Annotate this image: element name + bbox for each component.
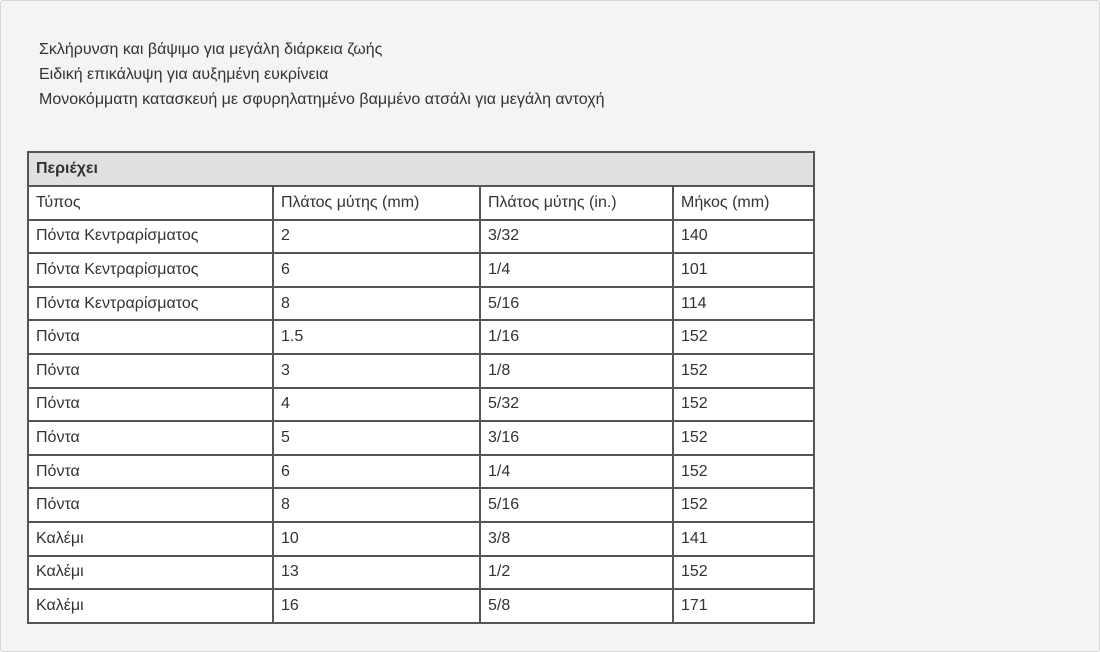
cell-tip-width-in: 5/8 <box>480 589 673 623</box>
cell-tip-width-mm: 8 <box>273 287 480 321</box>
cell-length-mm: 152 <box>673 488 814 522</box>
cell-type: Πόντα Κεντραρίσματος <box>28 253 273 287</box>
column-header-tip-width-mm: Πλάτος μύτης (mm) <box>273 186 480 220</box>
cell-type: Πόντα <box>28 488 273 522</box>
table-row <box>28 589 814 623</box>
cell-tip-width-in: 5/16 <box>480 287 673 321</box>
cell-length-mm: 171 <box>673 589 814 623</box>
feature-list <box>39 37 605 112</box>
cell-tip-width-mm: 5 <box>273 421 480 455</box>
cell-tip-width-mm: 3 <box>273 354 480 388</box>
cell-tip-width-mm: 8 <box>273 488 480 522</box>
cell-length-mm: 152 <box>673 421 814 455</box>
cell-tip-width-mm: 6 <box>273 455 480 489</box>
cell-tip-width-in: 1/8 <box>480 354 673 388</box>
cell-tip-width-in: 1/16 <box>480 320 673 354</box>
cell-type: Πόντα Κεντραρίσματος <box>28 220 273 254</box>
cell-tip-width-in: 5/16 <box>480 488 673 522</box>
table-row <box>28 320 814 354</box>
cell-length-mm: 101 <box>673 253 814 287</box>
cell-tip-width-in: 3/32 <box>480 220 673 254</box>
table-row <box>28 354 814 388</box>
cell-tip-width-in: 1/4 <box>480 253 673 287</box>
cell-length-mm: 152 <box>673 320 814 354</box>
column-header-type: Τύπος <box>28 186 273 220</box>
table-row <box>28 388 814 422</box>
cell-tip-width-in: 3/16 <box>480 421 673 455</box>
cell-tip-width-in: 5/32 <box>480 388 673 422</box>
table-body <box>28 186 814 623</box>
cell-type: Καλέμι <box>28 589 273 623</box>
table-row <box>28 253 814 287</box>
cell-length-mm: 152 <box>673 388 814 422</box>
table-row <box>28 220 814 254</box>
cell-type: Πόντα <box>28 388 273 422</box>
feature-item: Σκλήρυνση και βάψιμο για μεγάλη διάρκεια ζωής <box>39 41 383 58</box>
feature-item: Μονοκόμματη κατασκευή με σφυρηλατημένο βαμμένο ατσάλι για μεγάλη αντοχή <box>39 91 605 108</box>
cell-length-mm: 141 <box>673 522 814 556</box>
cell-length-mm: 152 <box>673 556 814 590</box>
cell-type: Πόντα <box>28 421 273 455</box>
cell-tip-width-mm: 2 <box>273 220 480 254</box>
table-caption-row <box>28 152 814 186</box>
cell-tip-width-mm: 4 <box>273 388 480 422</box>
cell-tip-width-in: 3/8 <box>480 522 673 556</box>
contents-table <box>27 151 815 624</box>
feature-item: Ειδική επικάλυψη για αυξημένη ευκρίνεια <box>39 66 329 83</box>
cell-length-mm: 114 <box>673 287 814 321</box>
cell-type: Πόντα <box>28 320 273 354</box>
cell-tip-width-in: 1/2 <box>480 556 673 590</box>
table-row <box>28 421 814 455</box>
cell-type: Καλέμι <box>28 556 273 590</box>
cell-tip-width-mm: 1.5 <box>273 320 480 354</box>
cell-type: Πόντα Κεντραρίσματος <box>28 287 273 321</box>
cell-type: Καλέμι <box>28 522 273 556</box>
table-caption: Περιέχει <box>28 152 814 186</box>
cell-tip-width-mm: 16 <box>273 589 480 623</box>
cell-type: Πόντα <box>28 455 273 489</box>
cell-length-mm: 152 <box>673 354 814 388</box>
column-header-length-mm: Μήκος (mm) <box>673 186 814 220</box>
cell-length-mm: 140 <box>673 220 814 254</box>
cell-length-mm: 152 <box>673 455 814 489</box>
cell-tip-width-mm: 13 <box>273 556 480 590</box>
table-row <box>28 522 814 556</box>
table-header-row <box>28 186 814 220</box>
cell-tip-width-mm: 10 <box>273 522 480 556</box>
cell-tip-width-mm: 6 <box>273 253 480 287</box>
column-header-tip-width-in: Πλάτος μύτης (in.) <box>480 186 673 220</box>
table-row <box>28 287 814 321</box>
cell-tip-width-in: 1/4 <box>480 455 673 489</box>
table-row <box>28 488 814 522</box>
table-row <box>28 556 814 590</box>
table-row <box>28 455 814 489</box>
cell-type: Πόντα <box>28 354 273 388</box>
